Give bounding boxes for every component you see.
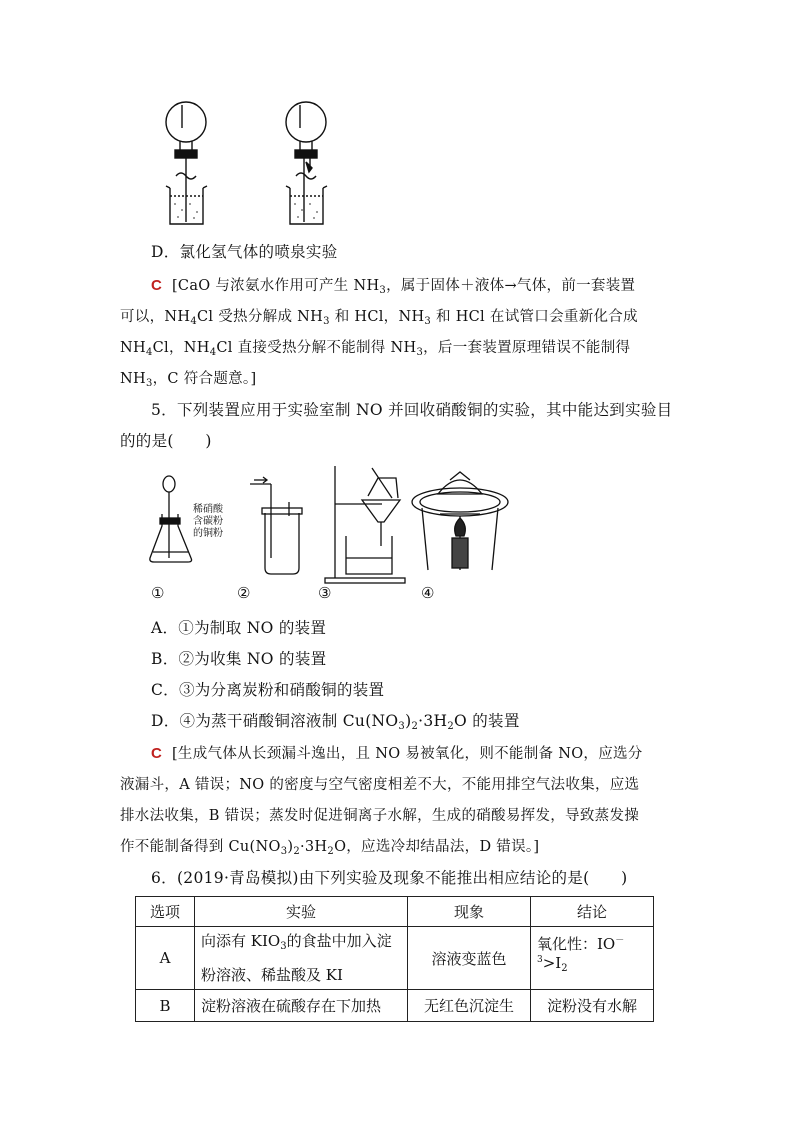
q6-table bbox=[135, 896, 654, 1022]
label-powder-1: 含碳粉 bbox=[193, 516, 223, 527]
q4-answer-line-4: $NH_3$，C 符合题意。] bbox=[120, 371, 257, 389]
row-conclusion: 氧化性：$IO^{-3}>I_2$ bbox=[531, 927, 654, 990]
table-row bbox=[136, 990, 654, 1022]
q5-option-b: B．②为收集 NO 的装置 bbox=[151, 650, 327, 668]
table-header-row bbox=[136, 897, 654, 927]
header-conclusion: 结论 bbox=[531, 897, 654, 927]
figure-num-3: ③ bbox=[318, 584, 332, 602]
label-powder-2: 的铜粉 bbox=[193, 528, 223, 539]
figure-num-2: ② bbox=[237, 584, 251, 602]
row-conclusion: 淀粉没有水解 bbox=[531, 990, 654, 1022]
answer-letter: C bbox=[151, 277, 163, 294]
option-d: D．氯化氢气体的喷泉实验 bbox=[151, 243, 338, 261]
q5-answer-line-3: 排水法收集，B 错误；蒸发时促进铜离子水解，生成的硝酸易挥发，导致蒸发操 bbox=[120, 808, 640, 824]
fountain-apparatus-figure bbox=[0, 0, 794, 240]
q4-answer-line-2: 可以，$NH_4Cl$ 受热分解成 $NH_3$ 和 HCl，$NH_3$ 和 HCl 在试管口会重新化合成 bbox=[120, 309, 638, 327]
q5-option-a: A．①为制取 NO 的装置 bbox=[151, 619, 327, 637]
q5-answer-line-4: 作不能制备得到 $Cu(NO_3)_2\cdot 3H_2O$，应选冷却结晶法，D 错误。] bbox=[120, 839, 540, 857]
q4-answer-line-1: C [CaO 与浓氨水作用可产生 $NH_3$，属于固体＋液体→气体，前一套装置 bbox=[151, 277, 636, 296]
row-phenomenon: 无红色沉淀生 bbox=[408, 990, 531, 1022]
row-key: A bbox=[136, 927, 195, 990]
row-experiment: 淀粉溶液在硫酸存在下加热 bbox=[195, 990, 408, 1022]
row-key: B bbox=[136, 990, 195, 1022]
header-experiment: 实验 bbox=[195, 897, 408, 927]
q5-answer-line-2: 液漏斗，A 错误；NO 的密度与空气密度相差不大，不能用排空气法收集，应选 bbox=[120, 777, 640, 793]
q5-stem-line-1: 5．下列装置应用于实验室制 NO 并回收硝酸铜的实验，其中能达到实验目 bbox=[151, 401, 673, 419]
answer-letter: C bbox=[151, 745, 163, 762]
row-experiment: 向添有 $KIO_3$的食盐中加入淀 粉溶液、稀盐酸及 KI bbox=[195, 927, 408, 990]
label-dilute-nitric-acid: 稀硝酸 bbox=[193, 504, 223, 515]
q5-apparatus-figure bbox=[0, 458, 794, 588]
q6-stem: 6．(2019·青岛模拟)由下列实验及现象不能推出相应结论的是( ) bbox=[151, 869, 628, 887]
figure-num-4: ④ bbox=[421, 584, 435, 602]
q5-answer-line-1: C [生成气体从长颈漏斗逸出，且 NO 易被氧化，则不能制备 NO，应选分 bbox=[151, 745, 643, 762]
figure-num-1: ① bbox=[151, 584, 165, 602]
q4-answer-line-3: $NH_4Cl$，$NH_4Cl$ 直接受热分解不能制得 $NH_3$，后一套装置原理错误不能制得 bbox=[120, 340, 631, 358]
header-phenomenon: 现象 bbox=[408, 897, 531, 927]
row-phenomenon: 溶液变蓝色 bbox=[408, 927, 531, 990]
q5-stem-line-2: 的的是( ) bbox=[120, 432, 212, 450]
q5-option-c: C．③为分离炭粉和硝酸铜的装置 bbox=[151, 681, 385, 699]
header-option: 选项 bbox=[136, 897, 195, 927]
q5-option-d: D．④为蒸干硝酸铜溶液制 $Cu(NO_3)_2\cdot 3H_2O$ 的装置 bbox=[151, 712, 520, 732]
table-row bbox=[136, 927, 654, 990]
